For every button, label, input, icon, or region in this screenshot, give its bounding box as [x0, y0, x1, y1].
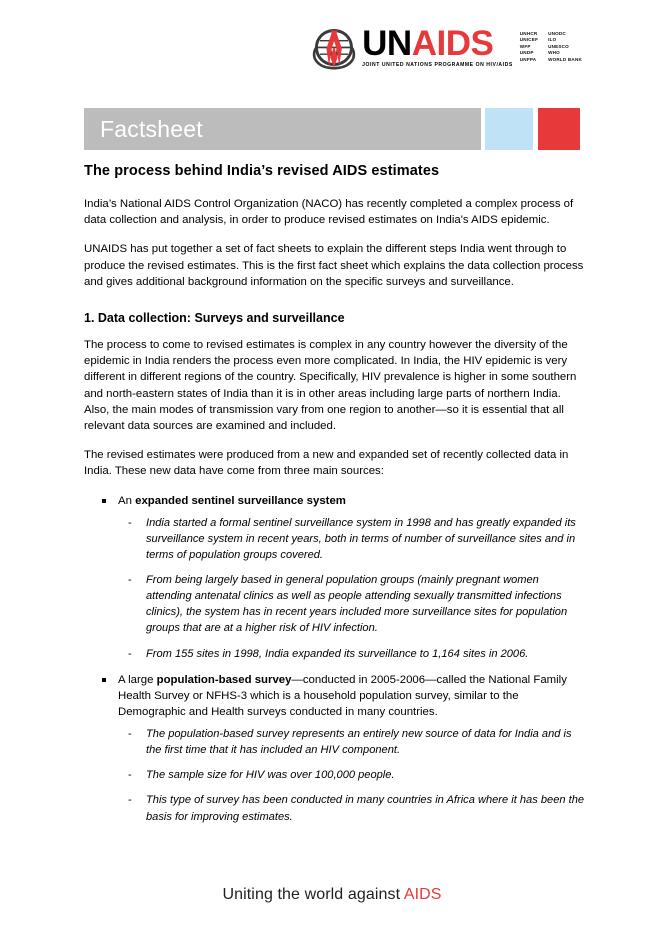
footer-tagline-black: Uniting the world against — [222, 886, 404, 903]
bullet-1-subbullets — [84, 515, 586, 662]
wordmark-text — [362, 24, 513, 63]
un-laurel-globe-aids-ribbon-emblem — [310, 26, 358, 70]
cosponsor-column-2 — [548, 31, 582, 63]
cosponsor-column-1 — [520, 31, 538, 63]
list-item — [84, 726, 586, 758]
intro-paragraph-1: India’s National AIDS Control Organization (NACO) has recently completed a complex process of data collection and analysis, in order to produce revised estimates on India's AIDS epidemic. — [84, 198, 574, 227]
bullet-2-subbullets — [84, 726, 586, 824]
dash-bullet-icon: - — [128, 728, 132, 741]
unaids-logo — [310, 26, 592, 70]
banner-red-block — [538, 108, 580, 150]
factsheet-banner — [84, 108, 580, 150]
cosponsor-agency-list — [520, 31, 592, 63]
wordmark-un: UN — [362, 24, 412, 63]
dash-bullet-icon: - — [128, 794, 132, 807]
subbullet-text: This type of survey has been conducted in many countries in Africa where it has been the basis for improving estimates. — [146, 794, 585, 823]
cosponsor-unodc: UNODC — [548, 31, 566, 36]
bullet-1-bold-term: expanded sentinel surveillance system — [135, 494, 346, 507]
cosponsor-unhcr: UNHCR — [519, 31, 538, 36]
banner-gray-block — [84, 108, 481, 150]
document-header — [0, 26, 664, 88]
footer-tagline — [222, 886, 441, 903]
bullet-1-text-before: An — [118, 494, 136, 507]
list-item — [84, 493, 586, 509]
subbullet-text: From being largely based in general population groups (mainly pregnant women attending antenatal clinics as well as people attending sexually transmitted infections clinics), the system has in recent years included more surveillance sites for population groups that are at a higher risk of HIV infection. — [146, 574, 568, 635]
logo-tagline: JOINT UNITED NATIONS PROGRAMME ON HIV/AIDS — [362, 62, 513, 68]
page-title: The process behind India’s revised AIDS estimates — [84, 163, 440, 179]
subbullet-text: From 155 sites in 1998, India expanded its surveillance to 1,164 sites in 2006. — [146, 647, 529, 660]
document-content — [84, 162, 586, 835]
list-item — [84, 792, 586, 824]
data-sources-list — [84, 493, 586, 825]
footer-tagline-red: AIDS — [403, 886, 442, 903]
cosponsor-unesco: UNESCO — [548, 43, 569, 49]
unaids-wordmark — [362, 24, 513, 68]
section-1-heading: 1. Data collection: Surveys and surveillance — [84, 311, 345, 326]
cosponsor-wfp: WFP — [519, 43, 531, 49]
dash-bullet-icon: - — [128, 647, 132, 660]
wordmark-aids: AIDS — [411, 24, 494, 63]
subbullet-text: The population-based survey represents an entirely new source of data for India and is the first time that it has included an HIV component. — [146, 728, 572, 757]
list-item — [84, 767, 586, 783]
cosponsor-world-bank: WORLD BANK — [548, 56, 582, 62]
square-bullet-icon — [102, 678, 106, 682]
cosponsor-ilo: ILO — [548, 37, 557, 43]
bullet-2-text-before: A large — [118, 673, 157, 686]
square-bullet-icon — [102, 499, 106, 503]
list-item — [84, 672, 586, 721]
banner-blue-block — [485, 108, 533, 150]
cosponsor-unicef: UNICEF — [519, 37, 539, 43]
document-footer — [0, 886, 664, 904]
dash-bullet-icon: - — [128, 769, 132, 782]
subbullet-text: The sample size for HIV was over 100,000 people. — [146, 769, 395, 782]
bullet-2-bold-term: population-based survey — [156, 673, 292, 686]
bullet-2-text-after: —conducted in 2005-2006—called the National Family Health Survey or NFHS-3 which is a household population survey, similar to the Demographic and Health surveys conducted in many countries. — [118, 673, 567, 718]
cosponsor-undp: UNDP — [519, 50, 534, 56]
section-1-paragraph-1: The process to come to revised estimates is complex in any country however the diversity of the epidemic in India renders the process even more complicated. In India, the HIV epidemic is very different in different regions of the country. Specifically, HIV prevalence is higher in some southern and north-eastern states of India than it is in other areas including large parts of northern India. Also, the main modes of transmission vary from one region to another—so it is essential that all relevant data sources are examined and included. — [84, 339, 577, 433]
banner-label: Factsheet — [100, 115, 203, 142]
dash-bullet-icon: - — [128, 574, 132, 587]
list-item — [84, 646, 586, 662]
section-1-paragraph-2: The revised estimates were produced from a new and expanded set of recently collected data in India. These new data have come from three main sources: — [84, 449, 569, 478]
list-item — [84, 515, 586, 563]
dash-bullet-icon: - — [128, 516, 132, 529]
intro-paragraph-2: UNAIDS has put together a set of fact sheets to explain the different steps India went through to produce the revised estimates. This is the first fact sheet which explains the data collection process and gives additional background information on the specific surveys and surveillance. — [84, 243, 584, 288]
cosponsor-unfpa: UNFPA — [519, 56, 537, 62]
list-item — [84, 572, 586, 636]
subbullet-text: India started a formal sentinel surveillance system in 1998 and has greatly expanded its surveillance system in recent years, both in terms of number of surveillance sites and in terms of population groups covered. — [146, 516, 576, 562]
cosponsor-who: WHO — [548, 50, 560, 56]
